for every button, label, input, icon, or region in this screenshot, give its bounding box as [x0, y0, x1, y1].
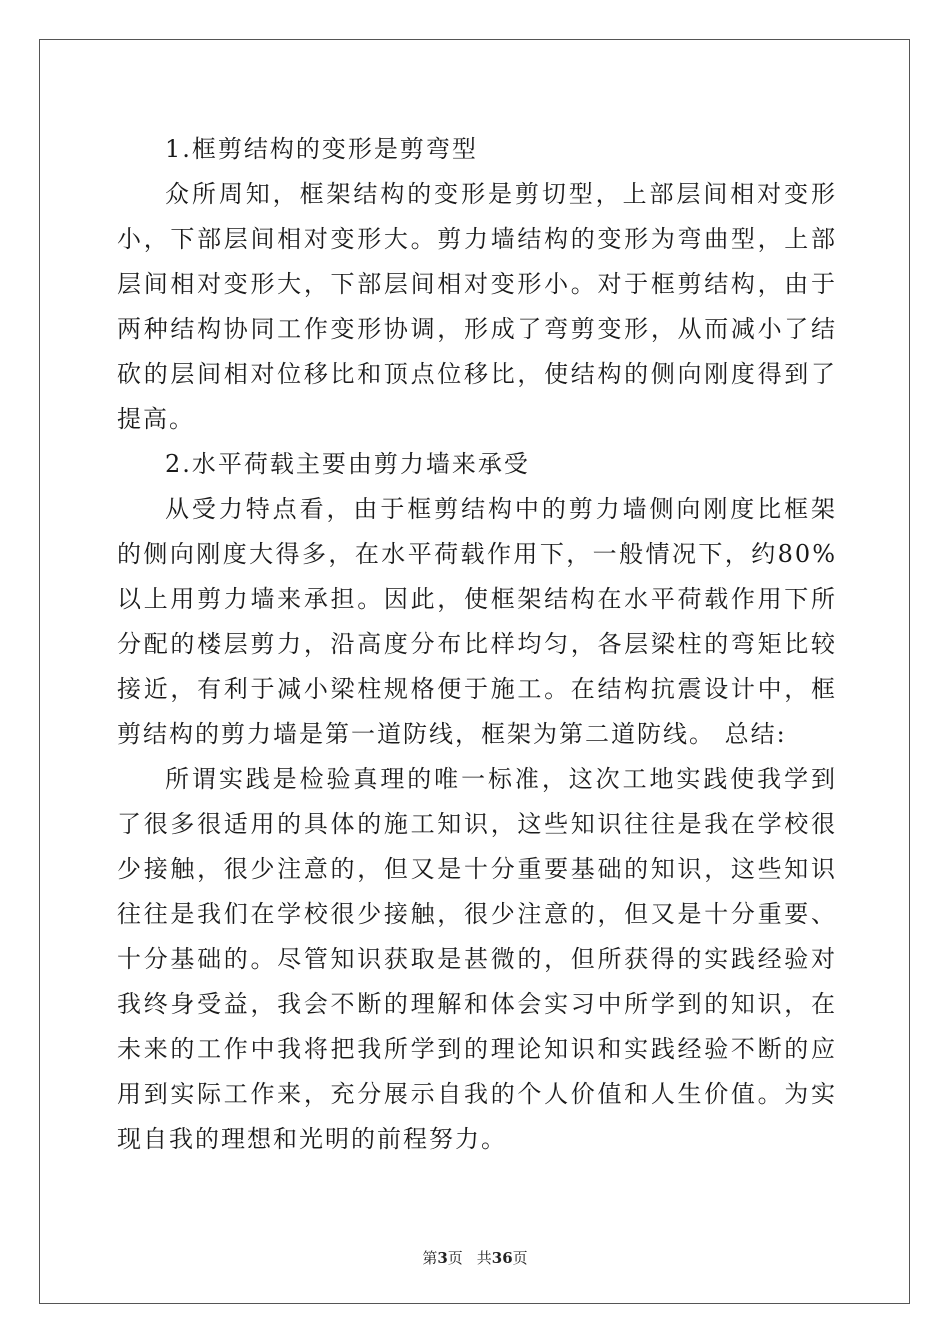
- paragraph-1: 众所周知，框架结构的变形是剪切型，上部层间相对变形小，下部层间相对变形大。剪力墙结构的变形为弯曲型，上部层间相对变形大，下部层间相对变形小。对于框剪结构，由于两种结构协同工作变形协调，形成了弯剪变形，从而减小了结砍的层间相对位移比和顶点位移比，使结构的侧向刚度得到了提高。: [117, 180, 837, 433]
- total-pages: 36: [491, 1249, 513, 1267]
- section-heading-2: 2.水平荷载主要由剪力墙来承受: [165, 450, 530, 478]
- page-suffix: 页: [447, 1249, 463, 1267]
- paragraph-2: 从受力特点看，由于框剪结构中的剪力墙侧向刚度比框架的侧向刚度大得多，在水平荷载作用下，一般情况下，约80%以上用剪力墙来承担。因此，使框架结构在水平荷载作用下所分配的楼层剪力，沿高度分布比样均匀，各层梁柱的弯矩比较接近，有利于减小梁柱规格便于施工。在结构抗震设计中，框剪结构的剪力墙是第一道防线，框架为第二道防线。 总结:: [117, 495, 837, 748]
- total-prefix: 共: [476, 1249, 492, 1267]
- page-prefix: 第: [422, 1249, 438, 1267]
- total-suffix: 页: [512, 1249, 528, 1267]
- document-body: [117, 127, 837, 1162]
- page-footer: [0, 1247, 950, 1268]
- paragraph-summary: 所谓实践是检验真理的唯一标准，这次工地实践使我学到了很多很适用的具体的施工知识，这些知识往往是我在学校很少接触，很少注意的，但又是十分重要基础的知识，这些知识往往是我们在学校很少接触，很少注意的，但又是十分重要、十分基础的。尽管知识获取是甚微的，但所获得的实践经验对我终身受益，我会不断的理解和体会实习中所学到的知识，在未来的工作中我将把我所学到的理论知识和实践经验不断的应用到实际工作来，充分展示自我的个人价值和人生价值。为实现自我的理想和光明的前程努力。: [117, 765, 837, 1153]
- page-number: 3: [437, 1249, 448, 1267]
- section-heading-1: 1.框剪结构的变形是剪弯型: [165, 135, 478, 163]
